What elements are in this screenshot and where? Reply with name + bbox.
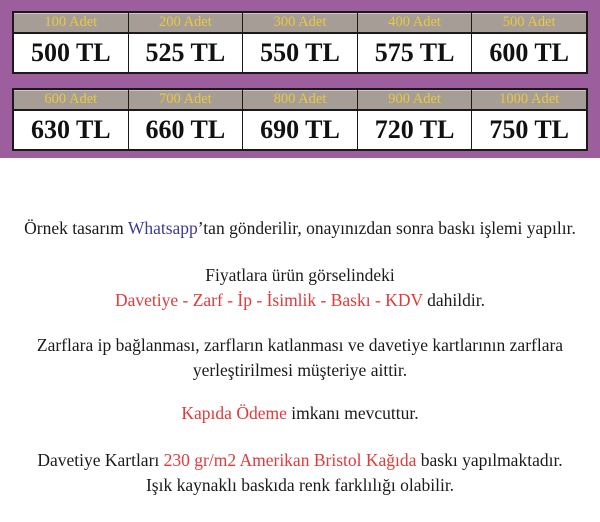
qty-header-cell: 400 Adet (358, 13, 472, 34)
price-cell: 750 TL (472, 111, 586, 149)
sample-design-note (0, 216, 600, 241)
paper-spec-highlight: 230 gr/m2 Amerikan Bristol Kağıda (163, 450, 417, 470)
price-cell: 550 TL (243, 34, 357, 72)
note-text: imkanı mevcuttur. (286, 403, 419, 423)
price-column (243, 90, 358, 149)
price-table-1 (12, 11, 588, 74)
info-text-section (0, 216, 600, 498)
qty-header-cell: 500 Adet (472, 13, 586, 34)
price-cell: 720 TL (358, 111, 472, 149)
price-column (472, 13, 586, 72)
price-column (358, 13, 473, 72)
price-column (358, 90, 473, 149)
price-cell: 525 TL (129, 34, 243, 72)
qty-header-cell: 200 Adet (129, 13, 243, 34)
price-includes-note (0, 263, 600, 313)
qty-header-cell: 1000 Adet (472, 90, 586, 111)
price-cell: 660 TL (129, 111, 243, 149)
price-column (243, 13, 358, 72)
qty-header-cell: 300 Adet (243, 13, 357, 34)
price-cell: 630 TL (14, 111, 128, 149)
qty-header-cell: 600 Adet (14, 90, 128, 111)
price-table-2 (12, 88, 588, 151)
price-column (472, 90, 586, 149)
qty-header-cell: 900 Adet (358, 90, 472, 111)
price-cell: 690 TL (243, 111, 357, 149)
price-column (129, 90, 244, 149)
qty-header-cell: 800 Adet (243, 90, 357, 111)
note-text: Fiyatlara ürün görselindeki (205, 265, 395, 285)
paper-quality-note (0, 448, 600, 498)
color-difference-note: Işık kaynaklı baskıda renk farklılığı olabilir. (145, 475, 455, 495)
price-column (129, 13, 244, 72)
price-cell: 600 TL (472, 34, 586, 72)
cash-on-delivery-highlight: Kapıda Ödeme (181, 403, 287, 423)
whatsapp-label: Whatsapp (127, 218, 198, 238)
cash-on-delivery-note (0, 401, 600, 426)
customer-assembly-note: Zarflara ip bağlanması, zarfların katlanması ve davetiye kartlarının zarflara yerleştirilmesi müşteriye aittir. (36, 335, 564, 380)
qty-header-cell: 100 Adet (14, 13, 128, 34)
note-text: Örnek tasarım (24, 218, 128, 238)
price-cell: 500 TL (14, 34, 128, 72)
note-text: dahildir. (422, 290, 485, 310)
pricing-banner (0, 0, 600, 158)
price-column (14, 13, 129, 72)
price-cell: 575 TL (358, 34, 472, 72)
qty-header-cell: 700 Adet (129, 90, 243, 111)
note-text: baskı yapılmaktadır. (416, 450, 563, 470)
price-column (14, 90, 129, 149)
note-text: ’tan gönderilir, onayınızdan sonra baskı işlemi yapılır. (197, 218, 576, 238)
included-items-highlight: Davetiye - Zarf - İp - İsimlik - Baskı - KDV (114, 290, 423, 310)
note-text: Davetiye Kartları (37, 450, 164, 470)
